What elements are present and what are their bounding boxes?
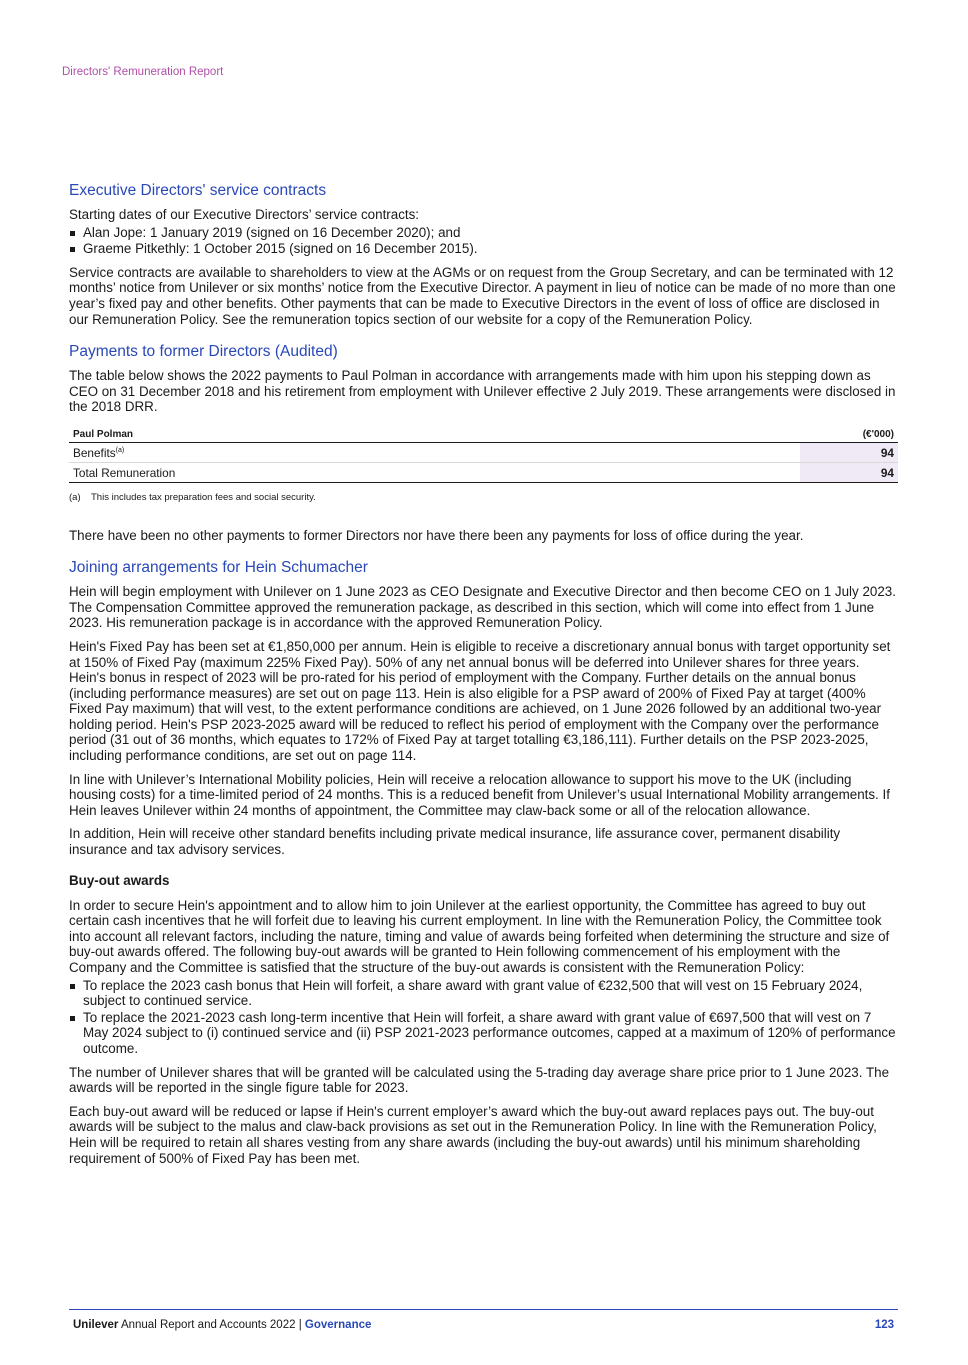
footer-brand: Unilever (73, 1319, 119, 1331)
footnote-ref: (a) (115, 447, 125, 455)
buyout-paragraph: Each buy-out award will be reduced or lapse if Hein's current employer’s award which the buy-out award replaces pays out. The buy-out awards will be subject to the malus and claw-back provisions as set out in the Remuneration Policy. In line with the Remuneration Policy, Hein will be required to retain all shares vesting from any share awards (including the buy-out awards) until his minimum shareholding requirement of 500% of Fixed Pay has been met. (69, 1103, 877, 1166)
former-director-payments-table (69, 427, 898, 483)
table-cell-label: Total Remuneration (69, 462, 800, 482)
service-contracts-paragraph: Service contracts are available to shareholders to view at the AGMs or on request from the Group Secretary, and can be terminated with 12 months’ notice from Unilever or six months’ notice from the Executive Director. A payment in lieu of notice can be made of no more than one year’s fixed pay and other benefits. Other payments that can be made to Executive Directors in the event of loss of office are disclosed in our Remuneration Policy. See the remuneration topics section of our website for a copy of the Remuneration Policy. (69, 264, 896, 327)
footer-section-link[interactable]: Governance (304, 1319, 372, 1331)
joining-paragraph: Hein will begin employment with Unilever on 1 June 2023 as CEO Designate and Executive Director and then become CEO on 1 July 2023. The Compensation Committee approved the remuneration package, as described in this section, which will come into effect from 1 June 2023. His remuneration package is in accordance with the approved Remuneration Policy. (69, 584, 896, 631)
footer-report-title: Annual Report and Accounts 2022 (120, 1319, 296, 1331)
buyout-intro: In order to secure Hein's appointment and to allow him to join Unilever at the earliest opportunity, the Committee has agreed to buy out certain cash incentives that he will forfeit due to leaving his current employment. In line with the Remuneration Policy, the Committee took into account all relevant factors, including the nature, timing and value of awards being forfeited when determining the structure and size of buy-out awards offered. The following buy-out awards will be granted to Hein following commencement of his employment with the Company and the Committee is satisfied that the structure of the buy-out awards is consistent with the Remuneration Policy: (69, 897, 890, 975)
table-cell-value: 94 (800, 442, 898, 462)
buyout-heading: Buy-out awards (69, 872, 170, 888)
joining-paragraph: In addition, Hein will receive other standard benefits including private medical insurance, life assurance cover, permanent disability insurance and tax advisory services. (69, 826, 841, 858)
footnote-text: This includes tax preparation fees and social security. (91, 491, 316, 503)
footer-publication (73, 1319, 371, 1331)
row-label-benefits: Benefits (73, 445, 116, 460)
former-directors-heading: Payments to former Directors (Audited) (69, 343, 338, 361)
service-contracts-intro: Starting dates of our Executive Directors’ service contracts: (69, 207, 420, 222)
former-directors-closing: There have been no other payments to former Directors nor have there been any payments for loss of office during the year. (69, 527, 804, 543)
footnote-mark: (a) (69, 491, 81, 503)
table-row (69, 462, 898, 482)
table-cell-value: 94 (800, 462, 898, 482)
list-item: To replace the 2021-2023 cash long-term incentive that Hein will forfeit, a share award with grant value of €697,500 that will vest on 7 May 2024 subject to (i) continued service and (ii) PSP 2021-2023 performance outcomes, capped at a maximum of 120% of performance outcome. (69, 1010, 898, 1057)
page-content (69, 181, 898, 1174)
joining-arrangements-heading: Joining arrangements for Hein Schumacher (69, 559, 368, 577)
buyout-paragraph: The number of Unilever shares that will be granted will be calculated using the 5-trading day average share price prior to 1 June 2023. The awards will be reported in the single figure table for 2023. (69, 1064, 890, 1096)
buyout-list (69, 978, 898, 1057)
table-header-unit: (€'000) (800, 427, 898, 443)
service-contracts-list (69, 225, 898, 257)
list-item: Alan Jope: 1 January 2019 (signed on 16 December 2020); and (69, 225, 898, 241)
table-row (69, 442, 898, 462)
table-header-name: Paul Polman (69, 427, 800, 443)
joining-paragraph: Hein's Fixed Pay has been set at €1,850,000 per annum. Hein is eligible to receive a discretionary annual bonus with target opportunity set at 150% of Fixed Pay (maximum 225% Fixed Pay). 50% of any net annual bonus will be deferred into Unilever shares for three years. Hein's bonus in respect of 2023 will be pro-rated for his period of employment with the Company. Further details on the annual bonus (including performance measures) are set out on page 113. Hein is also eligible for a PSP award of 200% of Fixed Pay at target (400% Fixed Pay maximum) that will vest, to the extent performance conditions are achieved, on 1 June 2026 followed by an additional two-year holding period. Hein's PSP 2023-2025 award will be reduced to reflect his period of employment with the Company over the performance period (31 out of 36 months, which equates to 172% of Fixed Pay at target totalling €3,186,111). Further details on the PSP 2023-2025, including performance conditions, are set out on page 114. (69, 638, 891, 764)
footer-separator: | (298, 1319, 302, 1331)
table-header-row (69, 427, 898, 443)
page-number: 123 (874, 1319, 894, 1331)
running-header: Directors' Remuneration Report (62, 66, 224, 78)
list-item: To replace the 2023 cash bonus that Hein will forfeit, a share award with grant value of €232,500 that will vest on 15 February 2024, subject to continued service. (69, 978, 898, 1009)
list-item: Graeme Pitkethly: 1 October 2015 (signed on 16 December 2015). (69, 241, 898, 257)
joining-paragraph: In line with Unilever’s International Mobility policies, Hein will receive a relocation allowance to support his move to the UK (including housing costs) for a time-limited period of 24 months. This is a reduced benefit from Unilever’s usual International Mobility arrangements. If Hein leaves Unilever within 24 months of appointment, the Committee may claw-back some or all of the relocation allowance. (69, 771, 890, 818)
former-directors-paragraph: The table below shows the 2022 payments to Paul Polman in accordance with arrangements made with him upon his stepping down as CEO on 31 December 2018 and his retirement from employment with Unilever effective 2 July 2019. These arrangements were disclosed in the 2018 DRR. (69, 368, 896, 415)
table-cell-label (69, 442, 800, 462)
table-footnote (69, 490, 898, 506)
page-footer (69, 1309, 898, 1331)
service-contracts-heading: Executive Directors' service contracts (69, 182, 327, 199)
